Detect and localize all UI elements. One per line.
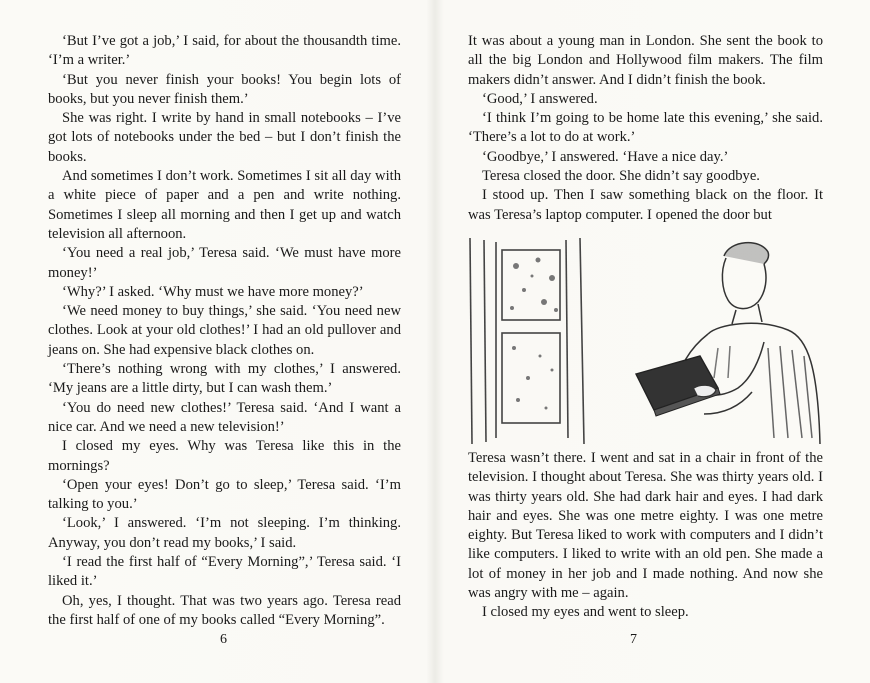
paragraph: ‘We need money to buy things,’ she said. ‘You need new clothes. Look at your old clothes!’ I had an old pullover and jeans on. She had expensive black clothes on. (48, 303, 401, 358)
paragraph: She was right. I write by hand in small notebooks – I’ve got lots of notebooks under the bed – but I don’t finish the books. (48, 110, 401, 165)
paragraph: It was about a young man in London. She sent the book to all the big London and Hollywood film makers. The film makers didn’t answer. And I didn’t finish the book. (468, 33, 823, 88)
paragraph: ‘You need a real job,’ Teresa said. ‘We must have more money!’ (48, 245, 401, 281)
paragraph: ‘But you never finish your books! You begin lots of books, but you never finish them.’ (48, 71, 401, 107)
paragraph: ‘Open your eyes! Don’t go to sleep,’ Teresa said. ‘I’m talking to you.’ (48, 476, 401, 513)
laptop-sketch (636, 356, 720, 416)
door-sketch (470, 238, 584, 444)
paragraph: ‘Good,’ I answered. (482, 90, 598, 107)
paragraph: ‘Look,’ I answered. ‘I’m not sleeping. I’m thinking. Anyway, you don’t read my books,’ I said. (48, 515, 401, 551)
paragraph: Teresa wasn’t there. I went and sat in a chair in front of the television. I thought about Teresa. She was thirty years old. I was thirty years old. She had dark hair and eyes. I had dark hair and eyes. She was one metre eighty. I was one metre eighty. But Teresa liked to work with computers and I didn’t like computers. I liked to write with an old pen. She made a lot of money in her job and I made nothing. And now she was angry with me – again. (468, 450, 823, 602)
paragraph: ‘Why?’ I asked. ‘Why must we have more money?’ (62, 283, 364, 300)
paragraph: ‘I think I’m going to be home late this evening,’ she said. ‘There’s a lot to do at work.’ (468, 110, 823, 146)
paragraph: ‘But I’ve got a job,’ I said, for about the thousandth time. ‘I’m a writer.’ (48, 33, 401, 69)
paragraph: Teresa closed the door. She didn’t say goodbye. (482, 168, 760, 185)
illustration (468, 238, 823, 446)
paragraph: I closed my eyes. Why was Teresa like this in the mornings? (48, 438, 401, 474)
man-sketch (676, 243, 820, 444)
paragraph: ‘You do need new clothes!’ Teresa said. ‘And I want a nice car. And we need a new television!’ (48, 399, 401, 435)
right-page-text-top (468, 32, 823, 225)
page-number: 7 (630, 632, 637, 647)
left-page-text (48, 32, 401, 630)
paragraph: I closed my eyes and went to sleep. (482, 604, 689, 621)
page-number: 6 (220, 632, 227, 647)
paragraph: Oh, yes, I thought. That was two years ago. Teresa read the first half of one of my books called “Every Morning”. (48, 592, 401, 628)
man-holding-laptop-sketch (468, 238, 823, 446)
right-page-text-bottom (468, 449, 823, 623)
paragraph: I stood up. Then I saw something black on the floor. It was Teresa’s laptop computer. I opened the door but (468, 187, 823, 223)
paragraph: ‘There’s nothing wrong with my clothes,’ I answered. ‘My jeans are a little dirty, but I can wash them.’ (48, 361, 401, 397)
paragraph: ‘I read the first half of “Every Morning”,’ Teresa said. ‘I liked it.’ (48, 554, 401, 590)
paragraph: ‘Goodbye,’ I answered. ‘Have a nice day.’ (482, 148, 729, 165)
paragraph: And sometimes I don’t work. Sometimes I sit all day with a white piece of paper and a pen and write nothing. Sometimes I sleep all morning and then I get up and watch television all afternoon. (48, 168, 401, 242)
